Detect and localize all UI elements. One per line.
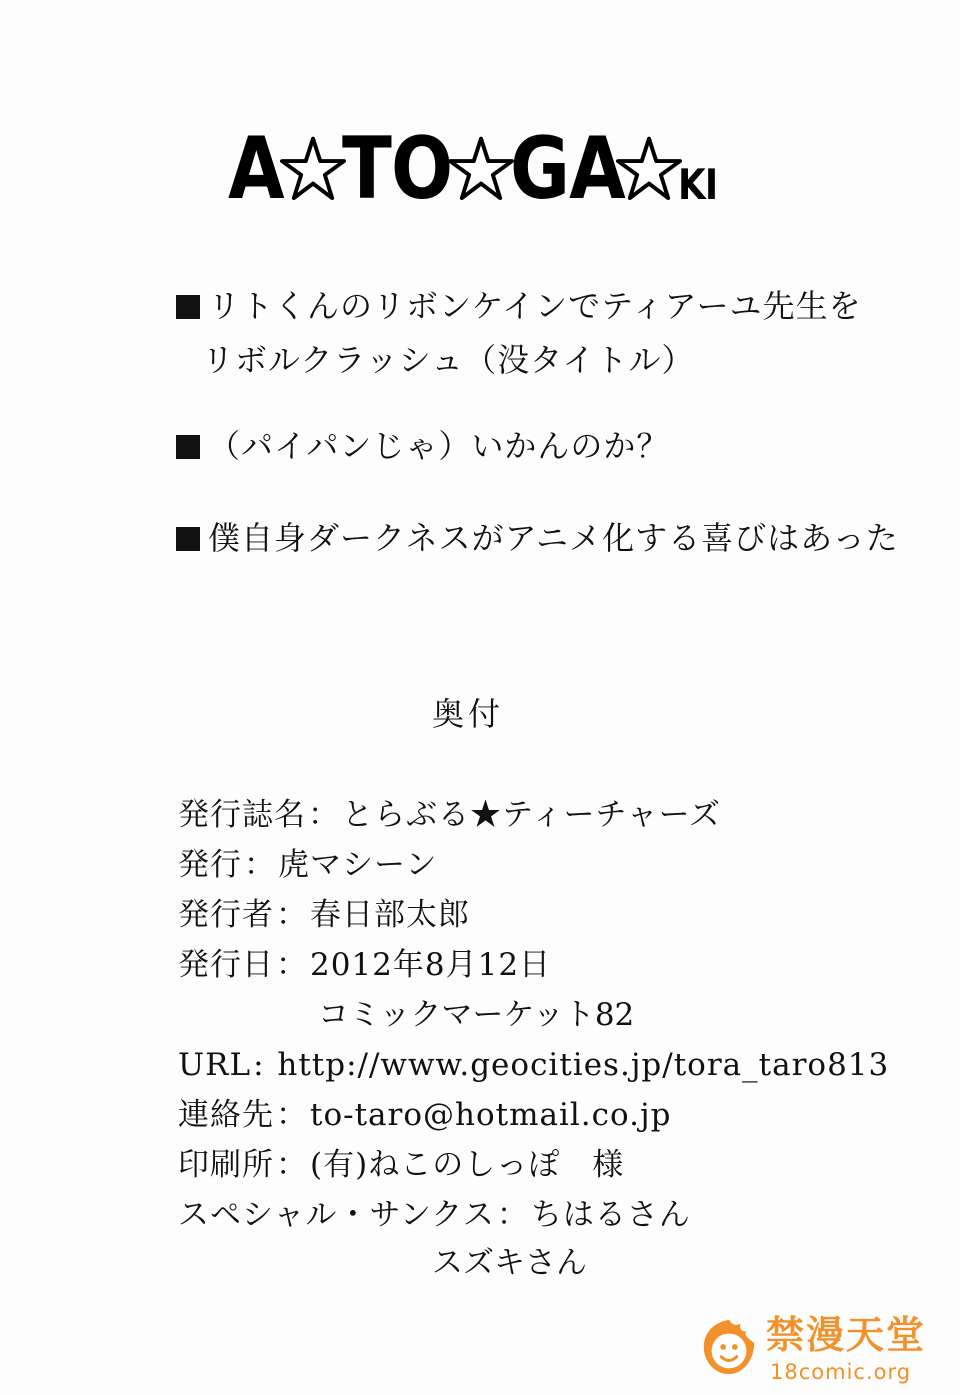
mascot-logo-icon — [698, 1316, 760, 1378]
colophon-row-contact: 連絡先：to-taro@hotmail.co.jp — [178, 1097, 672, 1133]
afterword-title — [228, 112, 748, 219]
colophon-label: 発行 — [178, 847, 242, 883]
colophon-value: 虎マシーン — [278, 847, 438, 883]
note-text: リトくんのリボンケインでティアーユ先生を — [208, 287, 862, 325]
colophon-row-printer: 印刷所：(有)ねこのしっぽ 様 — [178, 1147, 625, 1183]
colophon-thanks-continued: スズキさん — [432, 1245, 587, 1281]
title-part-a: A — [228, 119, 284, 219]
colophon-label: スペシャル・サンクス — [178, 1197, 495, 1233]
colophon-email-value: to-taro@hotmail.co.jp — [310, 1097, 672, 1133]
star-icon — [280, 136, 346, 202]
square-bullet-icon — [176, 527, 200, 551]
colophon-row-title: 発行誌名：とらぶる★ティーチャーズ — [178, 797, 722, 833]
colophon-row-date: 発行日：2012年8月12日 — [178, 947, 552, 983]
watermark-brand: 禁漫天堂 — [766, 1313, 927, 1357]
star-icon — [448, 136, 514, 202]
colophon-row-thanks: スペシャル・サンクス：ちはるさん — [178, 1197, 691, 1233]
note-item — [176, 516, 899, 560]
colophon-label: 印刷所 — [178, 1147, 274, 1183]
colophon-label: 発行者 — [178, 897, 274, 933]
colophon-value: (有)ねこのしっぽ 様 — [310, 1147, 625, 1183]
colophon-label: URL — [178, 1047, 252, 1083]
colophon-value: 2012年8月12日 — [310, 947, 552, 983]
colophon-row-publisher: 発行：虎マシーン — [178, 847, 438, 883]
colophon-value: ちはるさん — [530, 1197, 691, 1233]
title-part-ga: GA — [510, 119, 625, 219]
star-icon — [616, 136, 682, 202]
colophon-label: 発行日 — [178, 947, 274, 983]
square-bullet-icon — [176, 295, 200, 319]
note-text: 僕自身ダークネスがアニメ化する喜びはあった — [208, 519, 899, 557]
colophon-event: コミックマーケット82 — [318, 997, 635, 1033]
site-watermark — [698, 1310, 948, 1390]
note-item — [176, 284, 862, 382]
colophon-row-issuer: 発行者：春日部太郎 — [178, 897, 470, 933]
colophon-label: 発行誌名 — [178, 797, 306, 833]
note-item — [176, 424, 669, 468]
colophon-row-url: URL: http://www.geocities.jp/tora_taro813 — [178, 1047, 890, 1083]
colophon-url-value: http://www.geocities.jp/tora_taro813 — [277, 1047, 890, 1083]
colophon-value: 春日部太郎 — [310, 897, 470, 933]
title-part-to: TO — [342, 119, 453, 219]
title-part-ki: KI — [678, 160, 718, 209]
square-bullet-icon — [176, 435, 200, 459]
colophon-label: 連絡先 — [178, 1097, 274, 1133]
colophon-value: とらぶる★ティーチャーズ — [342, 797, 722, 833]
note-text-continued: リボルクラッシュ（没タイトル） — [202, 341, 695, 379]
note-text: （パイパンじゃ）いかんのか？ — [208, 427, 670, 465]
colophon-heading: 奥付 — [432, 695, 505, 733]
watermark-site: 18comic.org — [770, 1360, 912, 1384]
